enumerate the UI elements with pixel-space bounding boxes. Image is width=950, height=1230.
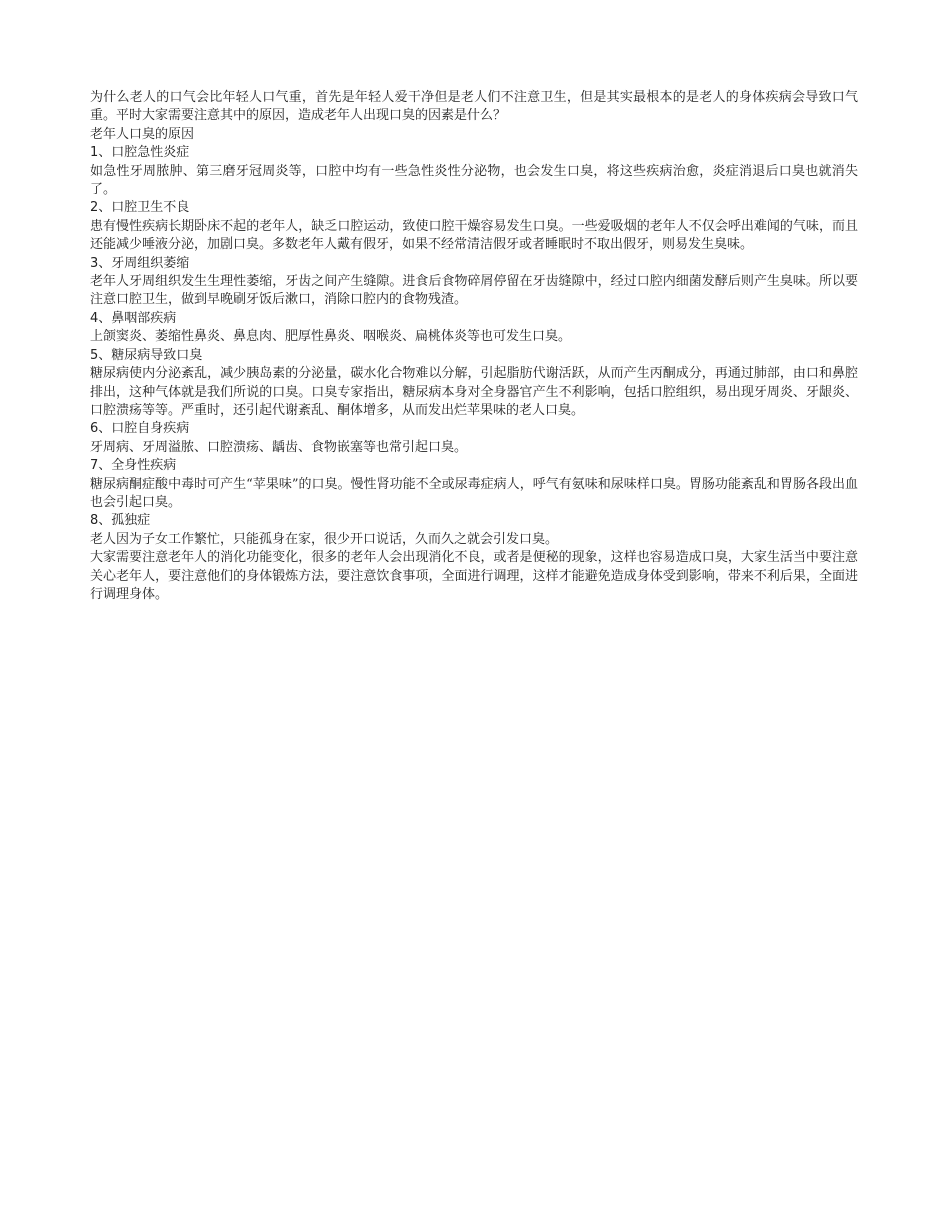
section-body-1: 如急性牙周脓肿、第三磨牙冠周炎等，口腔中均有一些急性炎性分泌物，也会发生口臭，将这些疾病治愈，炎症消退后口臭也就消失了。: [90, 163, 858, 198]
section-title: 老年人口臭的原因: [90, 126, 195, 142]
section-body-8: 老人因为子女工作繁忙，只能孤身在家，很少开口说话，久而久之就会引发口臭。: [90, 531, 559, 547]
section-heading-7: 7、全身性疾病: [90, 458, 177, 474]
section-heading-8: 8、孤独症: [90, 513, 151, 529]
section-heading-1: 1、口腔急性炎症: [90, 145, 190, 161]
section-heading-3: 3、牙周组织萎缩: [90, 255, 190, 271]
section-body-5: 糖尿病使内分泌紊乱，减少胰岛素的分泌量，碳水化合物难以分解，引起脂肪代谢活跃，从而产生丙酮成分，再通过肺部，由口和鼻腔排出，这种气体就是我们所说的口臭。口臭专家指出，糖尿病本身对全身器官产生不利影响，包括口腔组织，易出现牙周炎、牙龈炎、口腔溃疡等等。严重时，还引起代谢紊乱、酮体增多，从而发出烂苹果味的老人口臭。: [90, 366, 858, 418]
article: [90, 89, 858, 604]
section-body-3: 老年人牙周组织发生生理性萎缩，牙齿之间产生缝隙。进食后食物碎屑停留在牙齿缝隙中，经过口腔内细菌发酵后则产生臭味。所以要注意口腔卫生，做到早晚刷牙饭后漱口，消除口腔内的食物残渣。: [90, 274, 858, 308]
section-heading-6: 6、口腔自身疾病: [90, 421, 190, 437]
section-heading-5: 5、糖尿病导致口臭: [90, 347, 203, 363]
section-body-4: 上颌窦炎、萎缩性鼻炎、鼻息肉、肥厚性鼻炎、咽喉炎、扁桃体炎等也可发生口臭。: [90, 329, 572, 345]
section-body-6: 牙周病、牙周溢脓、口腔溃疡、龋齿、食物嵌塞等也常引起口臭。: [90, 439, 468, 455]
section-body-2: 患有慢性疾病长期卧床不起的老年人，缺乏口腔运动，致使口腔干燥容易发生口臭。一些爱吸烟的老年人不仅会呼出难闻的气味，而且还能减少唾液分泌，加剧口臭。多数老年人戴有假牙，如果不经常清洁假牙或者睡眠时不取出假牙，则易发生臭味。: [90, 218, 858, 253]
section-heading-4: 4、鼻咽部疾病: [90, 310, 177, 326]
section-body-7: 糖尿病酮症酸中毒时可产生“苹果味”的口臭。慢性肾功能不全或尿毒症病人，呼气有氨味和尿味样口臭。胃肠功能紊乱和胃肠各段出血也会引起口臭。: [90, 476, 858, 510]
conclusion-paragraph: 大家需要注意老年人的消化功能变化，很多的老年人会出现消化不良，或者是便秘的现象，这样也容易造成口臭，大家生活当中要注意关心老年人，要注意他们的身体锻炼方法，要注意饮食事项，全面进行调理，这样才能避免造成身体受到影响，带来不利后果，全面进行调理身体。: [90, 550, 858, 602]
intro-paragraph: 为什么老人的口气会比年轻人口气重，首先是年轻人爱干净但是老人们不注意卫生，但是其实最根本的是老人的身体疾病会导致口气重。平时大家需要注意其中的原因，造成老年人出现口臭的因素是什么？: [90, 90, 858, 124]
section-heading-2: 2、口腔卫生不良: [90, 200, 190, 216]
